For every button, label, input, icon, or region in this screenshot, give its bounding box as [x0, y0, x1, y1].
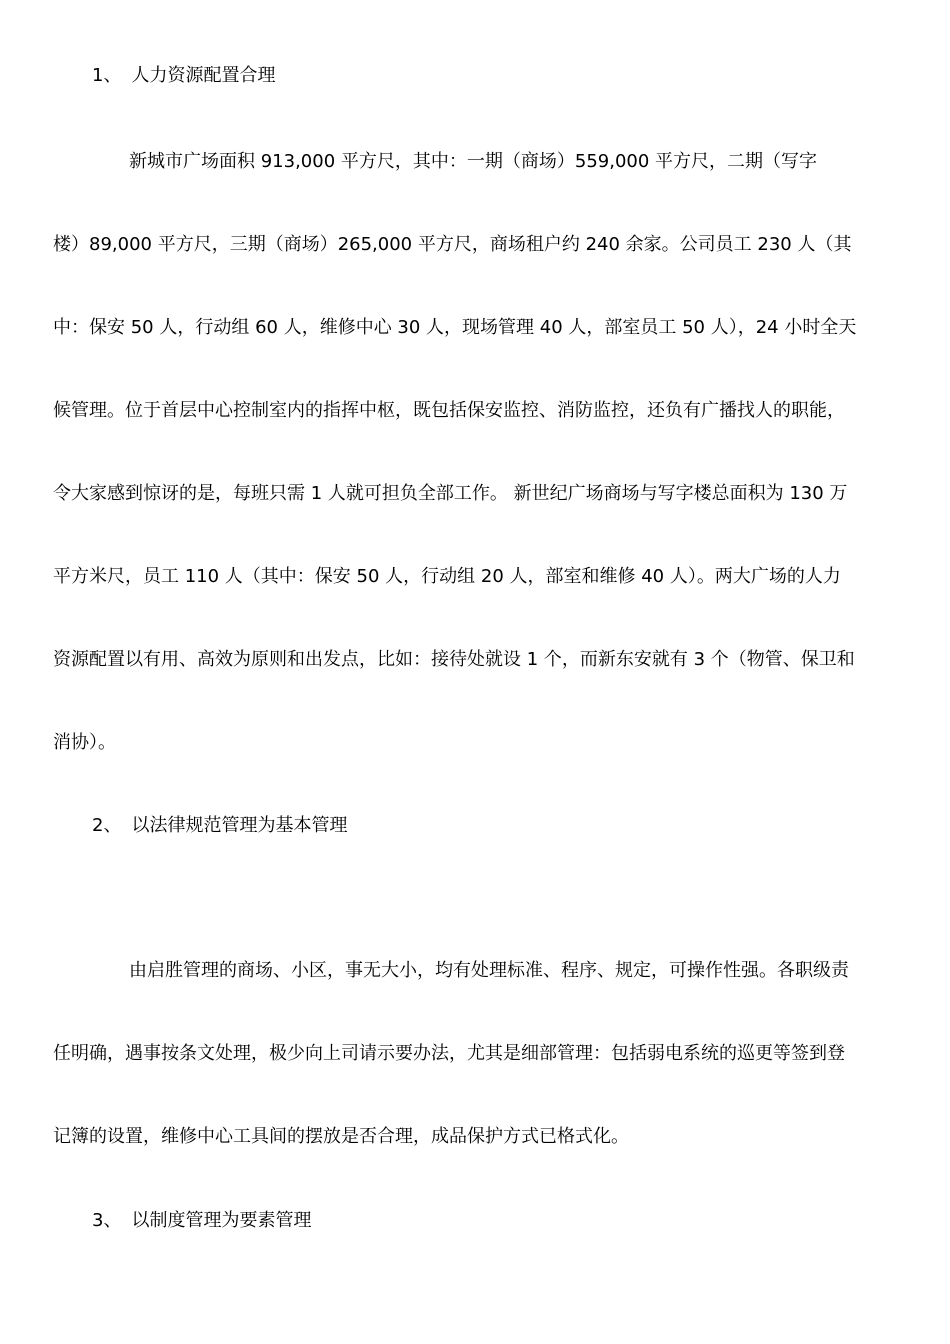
section-1-line-8: 消协）。 [53, 732, 116, 753]
section-1-line-3: 中：保安 50 人，行动组 60 人，维修中心 30 人，现场管理 40 人，部室员工 50 人），24 小时全天 [53, 317, 857, 338]
section-3-heading [92, 1209, 311, 1233]
section-1-line-4: 候管理。位于首层中心控制室内的指挥中枢，既包括保安监控、消防监控，还负有广播找人的职能， [53, 400, 845, 421]
section-2-line-2: 任明确，遇事按条文处理，极少向上司请示要办法，尤其是细部管理：包括弱电系统的巡更等签到登 [53, 1043, 845, 1064]
section-1-title: 人力资源配置合理 [131, 65, 276, 86]
section-2-number: 2、 [92, 815, 122, 836]
section-1-line-2: 楼）89,000 平方尺，三期（商场）265,000 平方尺，商场租户约 240 余家。公司员工 230 人（其 [53, 234, 852, 255]
section-2-heading [92, 814, 347, 838]
section-1-line-6: 平方米尺，员工 110 人（其中：保安 50 人，行动组 20 人，部室和维修 40 人）。两大广场的人力 [53, 566, 841, 587]
section-1-line-5: 令大家感到惊讶的是，每班只需 1 人就可担负全部工作。 新世纪广场商场与写字楼总面积为 130 万 [53, 483, 848, 504]
section-2-line-3: 记簿的设置，维修中心工具间的摆放是否合理，成品保护方式已格式化。 [53, 1126, 629, 1147]
section-1-number: 1、 [92, 65, 122, 86]
section-3-title: 以制度管理为要素管理 [131, 1210, 312, 1231]
section-1-line-7: 资源配置以有用、高效为原则和出发点，比如：接待处就设 1 个，而新东安就有 3 个（物管、保卫和 [53, 649, 855, 670]
section-1-line-1: 新城市广场面积 913,000 平方尺，其中：一期（商场）559,000 平方尺，二期（写字 [129, 151, 818, 172]
section-2-title: 以法律规范管理为基本管理 [131, 815, 348, 836]
section-2-line-1: 由启胜管理的商场、小区，事无大小，均有处理标准、程序、规定，可操作性强。各职级责 [129, 960, 849, 981]
section-1-heading [92, 64, 275, 88]
section-3-number: 3、 [92, 1210, 122, 1231]
